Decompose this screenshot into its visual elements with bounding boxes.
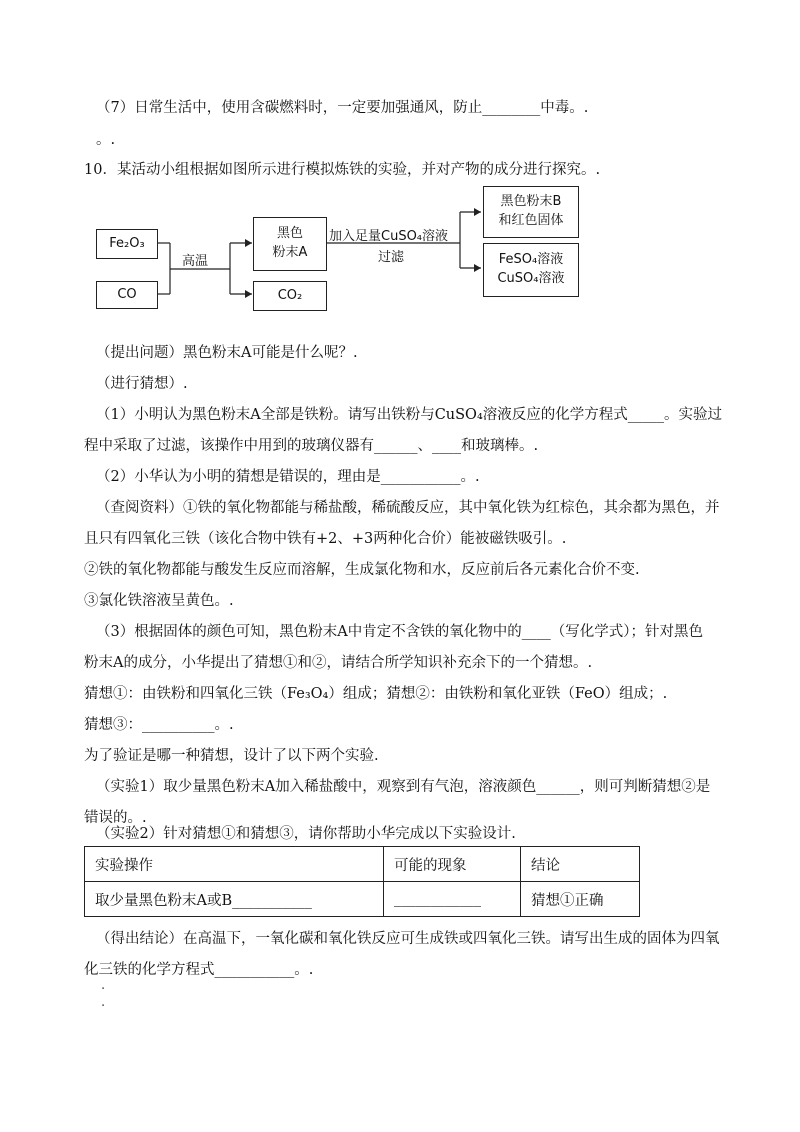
part-1-line-a: （1）小明认为黑色粉末A全部是铁粉。请写出铁粉与CuSO₄溶液反应的化学方程式_____。实验过 <box>96 407 723 423</box>
table-header-row <box>85 847 640 882</box>
question-10-title: 10．某活动小组根据如图所示进行模拟炼铁的实验，并对产物的成分进行探究。. <box>84 162 601 178</box>
powder-b-label: 黑色粉末B 和红色固体 <box>498 194 564 228</box>
header-phenomenon: 可能的现象 <box>384 847 521 882</box>
experiment-1-line-a: （实验1）取少量黑色粉末A加入稀盐酸中，观察到有气泡，溶液颜色______，则可判断猜想②是 <box>96 779 711 795</box>
part-3-line-b: 粉末A的成分，小华提出了猜想①和②，请结合所学知识补充余下的一个猜想。. <box>84 655 593 671</box>
powder-b-box <box>483 186 579 238</box>
question-7: （7）日常生活中，使用含碳燃料时，一定要加强通风，防止________中毒。. <box>96 100 589 116</box>
part-1-line-b: 程中采取了过滤，该操作中用到的玻璃仪器有______、____和玻璃棒。. <box>84 438 539 454</box>
part-3-line-a: （3）根据固体的颜色可知，黑色粉末A中肯定不含铁的氧化物中的____（写化学式）；针对黑色 <box>96 624 703 640</box>
experiment-2: （实验2）针对猜想①和猜想③，请你帮助小华完成以下实验设计. <box>96 826 516 842</box>
experiment-table <box>84 846 640 917</box>
solutions-label: FeSO₄溶液 CuSO₄溶液 <box>497 252 565 286</box>
reference-3: ③氯化铁溶液呈黄色。. <box>84 593 234 609</box>
stray-dot: . <box>101 995 106 1010</box>
cell-operation: 取少量黑色粉末A或B___________ <box>85 882 384 917</box>
raise-question: （提出问题）黑色粉末A可能是什么呢？. <box>96 345 358 361</box>
reference-1-line-b: 且只有四氧化三铁（该化合物中铁有+2、+3两种化合价）能被磁铁吸引。. <box>84 531 567 547</box>
powder-a-label: 黑色 粉末A <box>272 226 308 260</box>
solutions-box <box>483 243 579 297</box>
hypothesis-heading: （进行猜想）. <box>96 376 188 392</box>
reference-2: ②铁的氧化物都能与酸发生反应而溶解，生成氯化物和水，反应前后各元素化合价不变. <box>84 562 640 578</box>
reference-1-line-a: （查阅资料）①铁的氧化物都能与稀盐酸，稀硫酸反应，其中氧化铁为红棕色，其余都为黑色，并 <box>96 500 720 516</box>
question-7-trailing-dot: 。. <box>96 132 116 148</box>
cell-phenomenon: ____________ <box>384 882 521 917</box>
filter-label: 过滤 <box>378 250 405 265</box>
stray-dot: . <box>101 978 106 993</box>
verify-intro: 为了验证是哪一种猜想，设计了以下两个实验. <box>84 748 379 764</box>
hypotheses-1-2: 猜想①：由铁粉和四氧化三铁（Fe₃O₄）组成；猜想②：由铁粉和氧化亚铁（FeO）组成；. <box>84 686 668 702</box>
header-conclusion: 结论 <box>521 847 640 882</box>
conclusion-line-a: （得出结论）在高温下，一氧化碳和氧化铁反应可生成铁或四氧化三铁。请写出生成的固体为四氧 <box>96 931 720 947</box>
fe2o3-box <box>96 229 158 259</box>
powder-a-box <box>253 217 327 271</box>
header-operation: 实验操作 <box>85 847 384 882</box>
fe2o3-label: Fe₂O₃ <box>109 235 145 251</box>
co2-label: CO₂ <box>277 287 303 303</box>
co-box <box>96 281 158 309</box>
cell-conclusion: 猜想①正确 <box>521 882 640 917</box>
part-2: （2）小华认为小明的猜想是错误的，理由是___________。. <box>96 469 480 485</box>
high-temp-label: 高温 <box>182 254 209 269</box>
table-row <box>85 882 640 917</box>
hypothesis-3: 猜想③：__________。. <box>84 717 234 733</box>
experiment-1-line-b: 错误的。. <box>84 810 147 826</box>
co2-box <box>253 281 327 311</box>
conclusion-line-b: 化三铁的化学方程式___________。. <box>84 962 314 978</box>
reagent-label: 加入足量CuSO₄溶液 <box>329 229 449 244</box>
co-label: CO <box>117 286 137 302</box>
